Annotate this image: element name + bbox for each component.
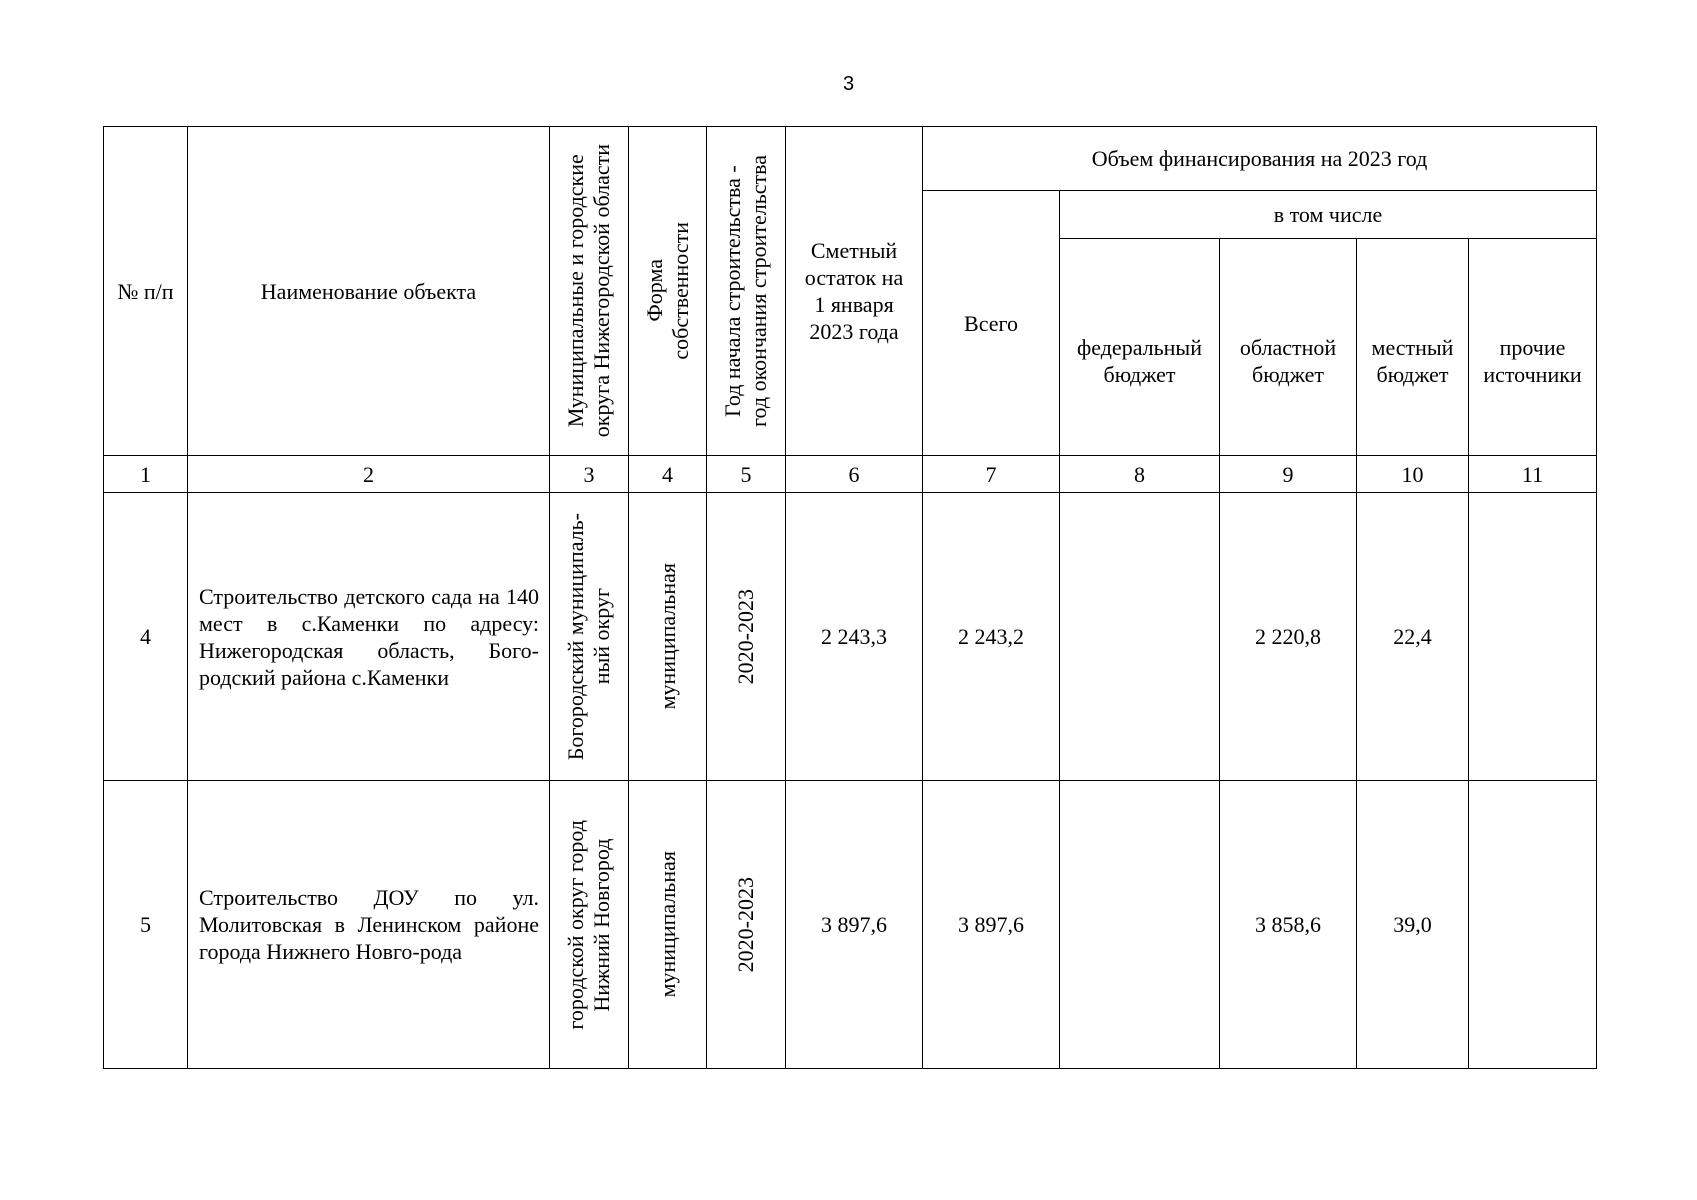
row-years bbox=[707, 493, 786, 781]
header-total: Всего bbox=[923, 191, 1060, 456]
header-name: Наименование объекта bbox=[188, 127, 550, 456]
column-number: 1 bbox=[104, 456, 188, 493]
row-local: 22,4 bbox=[1357, 493, 1469, 781]
column-number: 8 bbox=[1060, 456, 1220, 493]
row-object-name: Строительство ДОУ по ул. Молитовская в Ленинском районе города Нижнего Новго-рода bbox=[188, 781, 550, 1069]
row-other bbox=[1469, 493, 1597, 781]
header-estimate: Сметный остаток на 1 января 2023 года bbox=[786, 127, 923, 456]
header-municipality-label: Муниципальные и городские округа Нижегородской области bbox=[563, 144, 614, 438]
header-local: местный бюджет bbox=[1357, 239, 1469, 456]
header-num: № п/п bbox=[104, 127, 188, 456]
row-regional: 3 858,6 bbox=[1220, 781, 1357, 1069]
row-regional: 2 220,8 bbox=[1220, 493, 1357, 781]
table-row bbox=[104, 781, 1597, 1069]
row-municipality-label: Богородский муниципаль- ный округ bbox=[563, 512, 614, 761]
row-num: 4 bbox=[104, 493, 188, 781]
header-other: прочие источники bbox=[1469, 239, 1597, 456]
row-years-label: 2020-2023 bbox=[733, 588, 758, 685]
row-ownership bbox=[629, 493, 707, 781]
header-ownership bbox=[629, 127, 707, 456]
column-number: 10 bbox=[1357, 456, 1469, 493]
header-regional: областной бюджет bbox=[1220, 239, 1357, 456]
header-funding-group: Объем финансирования на 2023 год bbox=[923, 127, 1597, 191]
row-local: 39,0 bbox=[1357, 781, 1469, 1069]
row-ownership-label: муниципальная bbox=[654, 851, 680, 998]
column-number: 7 bbox=[923, 456, 1060, 493]
row-estimate: 2 243,3 bbox=[786, 493, 923, 781]
row-other bbox=[1469, 781, 1597, 1069]
header-years-label: Год начала строительства - год окончания строительства bbox=[720, 155, 771, 427]
page-number: 3 bbox=[842, 73, 855, 95]
row-federal bbox=[1060, 781, 1220, 1069]
row-ownership-label: муниципальная bbox=[654, 563, 680, 710]
row-total: 3 897,6 bbox=[923, 781, 1060, 1069]
row-object-name: Строительство детского сада на 140 мест в с.Каменки по адресу: Нижегородская область, Бого-родский района с.Каменки bbox=[188, 493, 550, 781]
column-number: 5 bbox=[707, 456, 786, 493]
column-number: 4 bbox=[629, 456, 707, 493]
row-estimate: 3 897,6 bbox=[786, 781, 923, 1069]
row-num: 5 bbox=[104, 781, 188, 1069]
table-row bbox=[104, 493, 1597, 781]
header-including: в том числе bbox=[1060, 191, 1597, 239]
column-number: 9 bbox=[1220, 456, 1357, 493]
row-municipality bbox=[550, 781, 629, 1069]
header-years bbox=[707, 127, 786, 456]
funding-table bbox=[103, 126, 1597, 1069]
column-number: 11 bbox=[1469, 456, 1597, 493]
row-total: 2 243,2 bbox=[923, 493, 1060, 781]
row-municipality bbox=[550, 493, 629, 781]
column-numbers-row bbox=[104, 456, 1597, 493]
column-number: 2 bbox=[188, 456, 550, 493]
column-number: 6 bbox=[786, 456, 923, 493]
header-row-1 bbox=[104, 127, 1597, 191]
row-years bbox=[707, 781, 786, 1069]
row-ownership bbox=[629, 781, 707, 1069]
header-municipality bbox=[550, 127, 629, 456]
header-federal: федеральный бюджет bbox=[1060, 239, 1220, 456]
header-ownership-label: Форма собственности bbox=[641, 222, 693, 360]
row-municipality-label: городской округ город Нижний Новгород bbox=[563, 819, 614, 1030]
row-federal bbox=[1060, 493, 1220, 781]
column-number: 3 bbox=[550, 456, 629, 493]
row-years-label: 2020-2023 bbox=[733, 876, 758, 973]
